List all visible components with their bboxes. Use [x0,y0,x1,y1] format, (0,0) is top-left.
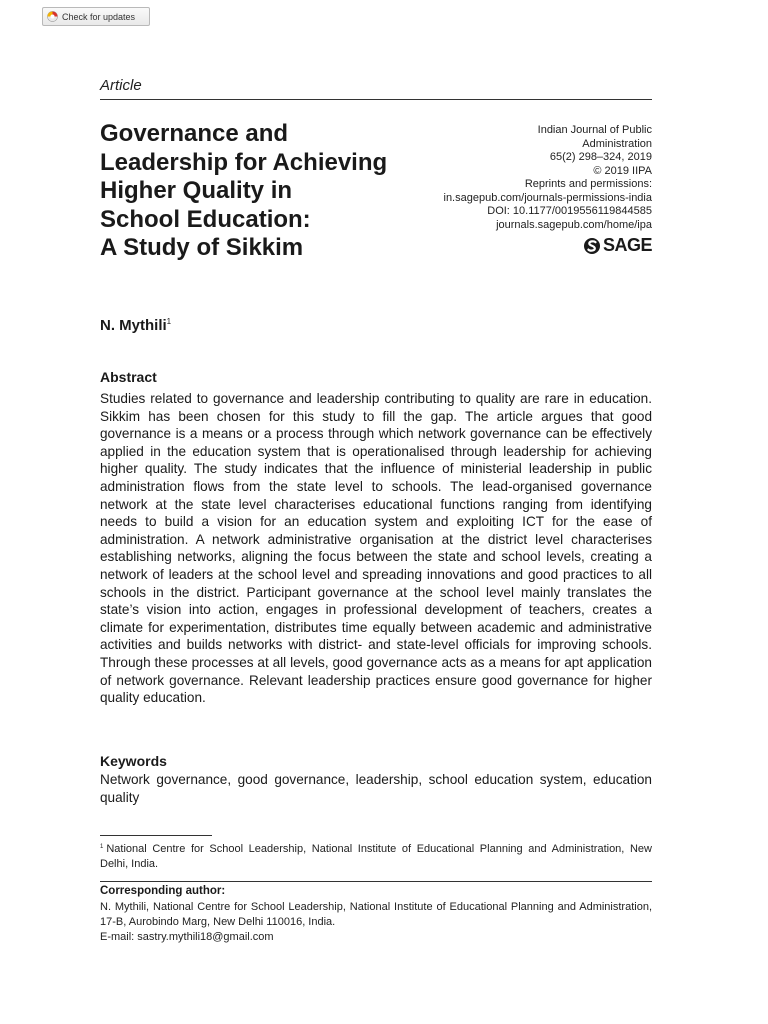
corresponding-author-heading: Corresponding author: [100,885,226,897]
footnote-divider [100,835,212,836]
journal-name-line: Indian Journal of Public [537,124,652,136]
check-for-updates-label: Check for updates [62,11,136,22]
journal-homepage-link[interactable]: journals.sagepub.com/home/ipa [496,218,652,231]
check-for-updates-button[interactable] [42,7,150,26]
corresponding-author-email[interactable]: E-mail: sastry.mythili18@gmail.com [100,931,274,943]
abstract-heading: Abstract [100,369,157,385]
sage-logo-icon [583,237,601,255]
title-line: A Study of Sikkim [100,234,304,261]
affiliation-mark: 1 [166,317,172,326]
title-line: Governance and [100,120,289,147]
footnote-mark: 1 [100,844,104,850]
title-line: School Education: [100,205,311,233]
author-name [100,317,171,334]
journal-volume: 65(2) 298–324, 2019 [549,151,652,163]
title-line: Leadership for Achieving [100,148,388,176]
sage-logo-text: SAGE [602,235,652,255]
crossmark-icon [47,11,58,22]
footnote-text: National Centre for School Leadership, National Institute of Educational Planning and Administration, New Delhi, India. [100,843,652,870]
title-line: Higher Quality in [100,177,293,204]
journal-info [392,124,652,232]
article-title [100,120,430,263]
reprints-link[interactable]: in.sagepub.com/journals-permissions-india [443,191,652,204]
sage-logo [583,235,652,256]
keywords-heading: Keywords [100,753,167,769]
journal-copyright: © 2019 IIPA [593,164,652,177]
corresponding-author-address: N. Mythili, National Centre for School Leadership, National Institute of Educational Planning and Administration, 17-B, Aurobindo Marg, New Delhi 110016, India. [100,901,652,928]
affiliation-footnote [100,840,652,872]
doi-link[interactable]: DOI: 10.1177/0019556119844585 [487,205,652,217]
header-divider [100,99,652,100]
reprints-label: Reprints and permissions: [524,178,652,190]
keywords-text: Network governance, good governance, leadership, school education system, education quality [100,772,652,805]
abstract-text: Studies related to governance and leadership contributing to quality are rare in education. Sikkim has been chosen for this study to fill the gap. The article argues that good governance is a means or a process through which network governance can be effectively applied in the education system that is operationalised through leadership for achieving higher quality. The study indicates that the influence of ministerial leadership in public administration flows from the state level to schools. The lead-organised governance network at the state level characterises educational functions ranging from identifying needs to build a vision for an education system and exploiting ICT for the ease of administration. A network administrative organisation at the district level characterises establishing networks, aligning the focus between the state and school levels, creating a network of leaders at the school level and spreading innovations and good practices to all schools in the district. Participant governance at the school level mainly translates the state’s vision into action, engages in professional development of teachers, creates a climate for experimentation, distributes time equally between academic and administrative activities and builds networks with district- and state-level officials for improving schools. Through these processes at all levels, good governance acts as a means for apt application of network governance. Relevant leadership practices ensure good governance for higher quality education. [100,391,652,706]
corresponding-author-divider [100,881,652,882]
author-name-text: N. Mythili [100,317,167,334]
article-type-label: Article [100,77,142,94]
journal-name-line: Administration [582,137,652,150]
